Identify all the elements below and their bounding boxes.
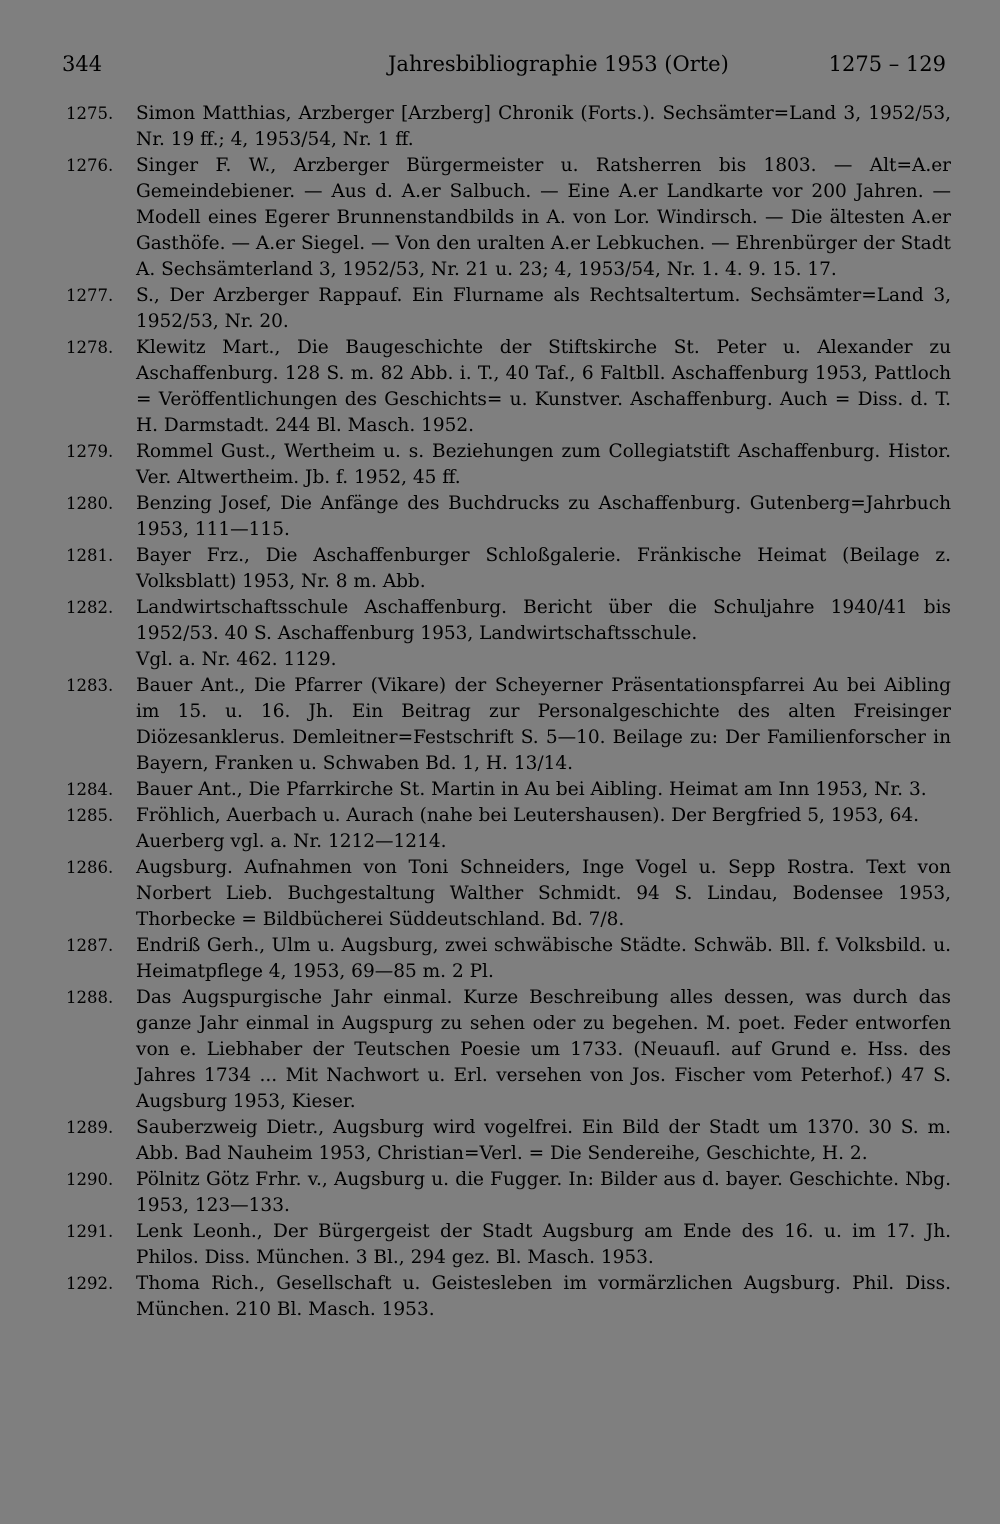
entry-citation: Thoma Rich., Gesellschaft u. Geistesleben im vormärzlichen Augsburg. Phil. Diss. München. 210 Bl. Masch. 1953. [136,1273,951,1320]
bibliography-entry [0,985,951,1115]
entry-number: 1285. [66,806,114,825]
bibliography-entry [0,1115,951,1167]
entry-citation: Pölnitz Götz Frhr. v., Augsburg u. die Fugger. In: Bilder aus d. bayer. Geschichte. Nbg. 1953, 123—133. [136,1169,951,1216]
entry-citation: Singer F. W., Arzberger Bürgermeister u. Ratsherren bis 1803. — Alt=A.er Gemeindebiener. — Aus d. A.er Salbuch. — Eine A.er Landkarte vor 200 Jahren. — Modell eines Egerer Brunnenstandbilds in A. von Lor. Windirsch. — Die ältesten A.er Gasthöfe. — A.er Siegel. — Von den uralten A.er Lebkuchen. — Ehrenbürger der Stadt A. Sechsämterland 3, 1952/53, Nr. 21 u. 23; 4, 1953/54, Nr. 1. 4. 9. 15. 17. [136,155,951,280]
bibliography-entry [0,283,951,335]
entry-number: 1277. [66,286,114,305]
bibliography-entry [0,335,951,439]
entry-citation: Benzing Josef, Die Anfänge des Buchdrucks zu Aschaffenburg. Gutenberg=Jahrbuch 1953, 111—115. [136,493,951,540]
entry-citation: Augsburg. Aufnahmen von Toni Schneiders, Inge Vogel u. Sepp Rostra. Text von Norbert Lieb. Buchgestaltung Walther Schmidt. 94 S. Lindau, Bodensee 1953, Thorbecke = Bildbücherei Süddeutschland. Bd. 7/8. [136,857,951,930]
bibliography-entry [0,777,951,803]
entry-citation: S., Der Arzberger Rappauf. Ein Flurname als Rechtsaltertum. Sechsämter=Land 3, 1952/53, Nr. 20. [136,285,951,332]
bibliography-entry [0,491,951,543]
entry-citation: Fröhlich, Auerbach u. Aurach (nahe bei Leutershausen). Der Bergfried 5, 1953, 64. [136,805,920,826]
bibliography-entry [0,1271,951,1323]
bibliography-entry [0,439,951,491]
entry-citation: Rommel Gust., Wertheim u. s. Beziehungen zum Collegiatstift Aschaffenburg. Histor. Ver. Altwertheim. Jb. f. 1952, 45 ff. [136,441,951,488]
entry-citation: Das Augspurgische Jahr einmal. Kurze Beschreibung alles dessen, was durch das ganze Jahr einmal in Augspurg zu sehen oder zu begehen. M. poet. Feder entworfen von e. Liebhaber der Teutschen Poesie um 1733. (Neuaufl. auf Grund e. Hss. des Jahres 1734 ... Mit Nachwort u. Erl. versehen von Jos. Fischer vom Peterhof.) 47 S. Augsburg 1953, Kieser. [136,987,951,1112]
entry-cross-reference: Vgl. a. Nr. 462. 1129. [136,649,337,670]
entry-citation: Sauberzweig Dietr., Augsburg wird vogelfrei. Ein Bild der Stadt um 1370. 30 S. m. Abb. Bad Nauheim 1953, Christian=Verl. = Die Sendereihe, Geschichte, H. 2. [136,1117,951,1164]
bibliography-entries [0,101,1000,1323]
entry-number: 1290. [66,1170,114,1189]
entry-number: 1288. [66,988,114,1007]
entry-cross-reference: Auerberg vgl. a. Nr. 1212—1214. [136,831,447,852]
entry-citation: Bayer Frz., Die Aschaffenburger Schloßgalerie. Fränkische Heimat (Beilage z. Volksblatt) 1953, Nr. 8 m. Abb. [136,545,951,592]
entry-number: 1291. [66,1222,114,1241]
running-title: Jahresbibliographie 1953 (Orte) [388,52,729,76]
page-number: 344 [62,52,103,76]
entry-number: 1283. [66,676,114,695]
bibliography-entry [0,673,951,777]
entry-number: 1282. [66,598,114,617]
bibliography-entry [0,933,951,985]
entry-citation: Simon Matthias, Arzberger [Arzberg] Chronik (Forts.). Sechsämter=Land 3, 1952/53, Nr. 19 ff.; 4, 1953/54, Nr. 1 ff. [136,103,951,150]
entry-number: 1284. [66,780,114,799]
entry-number: 1275. [66,104,114,123]
entry-number: 1278. [66,338,114,357]
entry-number: 1280. [66,494,114,513]
entry-citation: Bauer Ant., Die Pfarrkirche St. Martin in Au bei Aibling. Heimat am Inn 1953, Nr. 3. [136,779,927,800]
entry-number: 1276. [66,156,114,175]
bibliography-entry [0,595,951,673]
entry-number: 1286. [66,858,114,877]
bibliography-entry [0,101,951,153]
entry-number: 1279. [66,442,114,461]
bibliography-entry [0,1219,951,1271]
bibliography-entry [0,153,951,283]
entry-citation: Bauer Ant., Die Pfarrer (Vikare) der Scheyerner Präsentationspfarrei Au bei Aibling im 15. u. 16. Jh. Ein Beitrag zur Personalgeschichte des alten Freisinger Diözesanklerus. Demleitner=Festschrift S. 5—10. Beilage zu: Der Familienforscher in Bayern, Franken u. Schwaben Bd. 1, H. 13/14. [136,675,951,774]
bibliography-entry [0,855,951,933]
bibliography-entry [0,1167,951,1219]
entry-number: 1292. [66,1274,114,1293]
entry-citation: Klewitz Mart., Die Baugeschichte der Stiftskirche St. Peter u. Alexander zu Aschaffenburg. 128 S. m. 82 Abb. i. T., 40 Taf., 6 Faltbll. Aschaffenburg 1953, Pattloch = Veröffentlichungen des Geschichts= u. Kunstver. Aschaffenburg. Auch = Diss. d. T. H. Darmstadt. 244 Bl. Masch. 1952. [136,337,951,436]
entry-range: 1275 – 129 [828,52,946,76]
entry-number: 1287. [66,936,114,955]
running-header [62,52,946,84]
entry-number: 1289. [66,1118,114,1137]
entry-number: 1281. [66,546,114,565]
entry-citation: Endriß Gerh., Ulm u. Augsburg, zwei schwäbische Städte. Schwäb. Bll. f. Volksbild. u. Heimatpflege 4, 1953, 69—85 m. 2 Pl. [136,935,951,982]
bibliography-entry [0,803,951,855]
entry-citation: Landwirtschaftsschule Aschaffenburg. Bericht über die Schuljahre 1940/41 bis 1952/53. 40 S. Aschaffenburg 1953, Landwirtschaftsschule. [136,597,951,644]
entry-citation: Lenk Leonh., Der Bürgergeist der Stadt Augsburg am Ende des 16. u. im 17. Jh. Philos. Diss. München. 3 Bl., 294 gez. Bl. Masch. 1953. [136,1221,951,1268]
bibliography-entry [0,543,951,595]
